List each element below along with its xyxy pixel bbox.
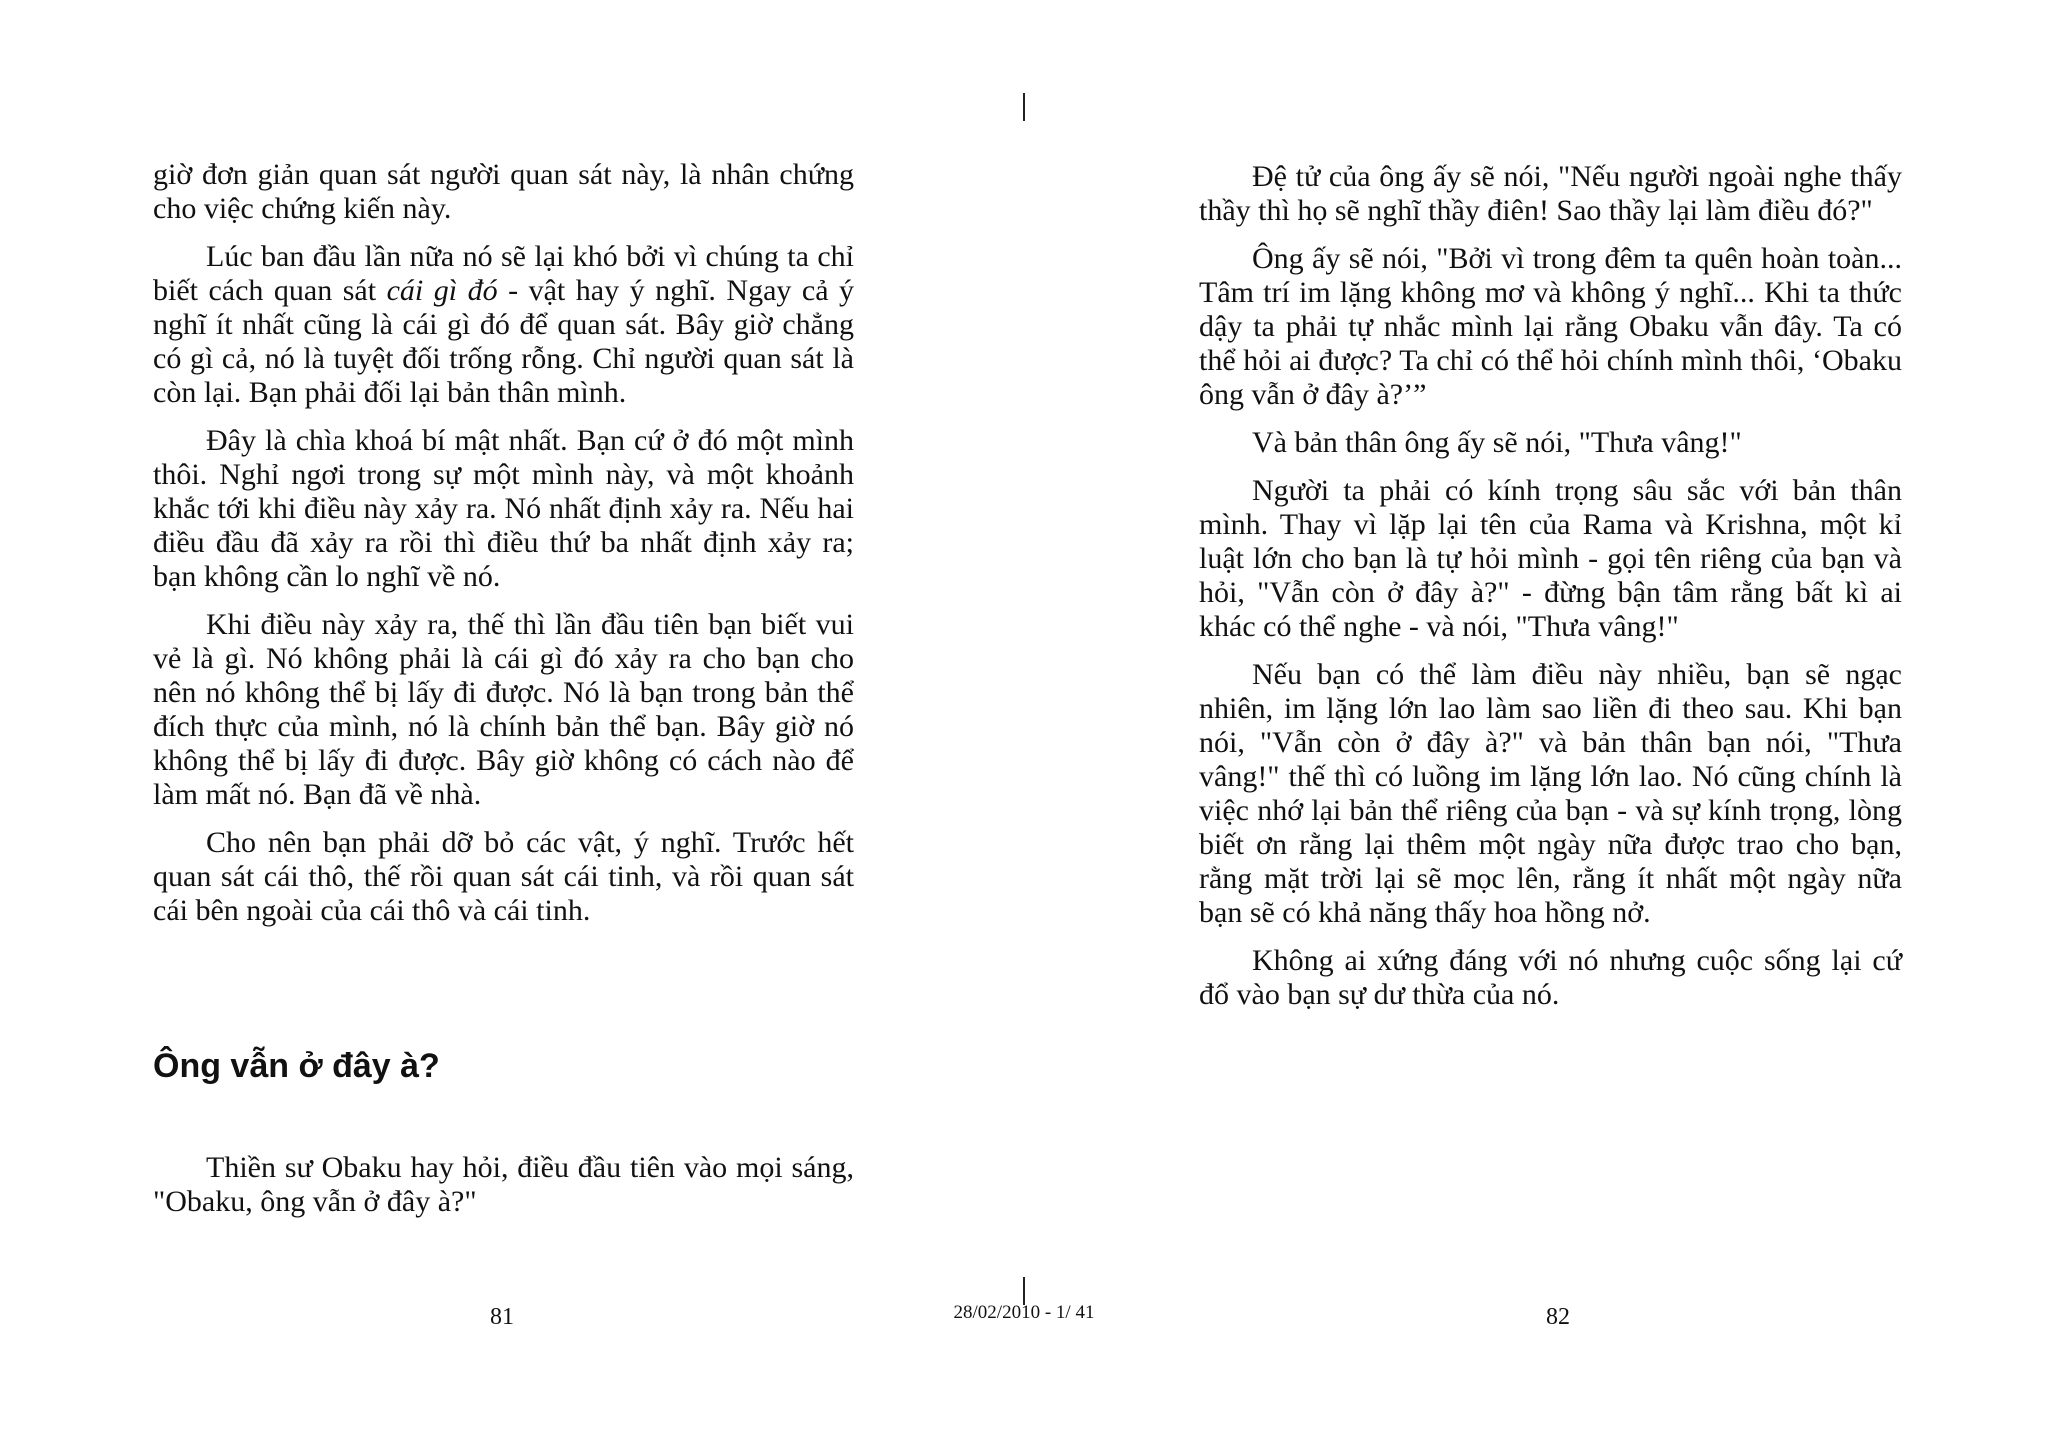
paragraph-text: Lúc ban đầu lần nữa nó sẽ lại khó bởi vì chúng ta chỉ biết cách quan sát (153, 240, 854, 307)
left-page-body-top (153, 158, 854, 928)
paragraph: Cho nên bạn phải dỡ bỏ các vật, ý nghĩ. Trước hết quan sát cái thô, thế rồi quan sát cái tinh, và rồi quan sát cái bên ngoài của cái thô và cái tinh. (153, 826, 854, 927)
paragraph: Người ta phải có kính trọng sâu sắc với bản thân mình. Thay vì lặp lại tên của Rama và Krishna, một kỉ luật lớn cho bạn là tự hỏi mình - gọi tên riêng của bạn và hỏi, "Vẫn còn ở đây à?" - đừng bận tâm rằng bất kì ai khác có thể nghe - và nói, "Thưa vâng!" (1199, 474, 1902, 643)
footer-date-page: 28/02/2010 - 1/ 41 (953, 1302, 1095, 1323)
paragraph: Và bản thân ông ấy sẽ nói, "Thưa vâng!" (1252, 426, 1742, 459)
paragraph: Đây là chìa khoá bí mật nhất. Bạn cứ ở đó một mình thôi. Nghỉ ngơi trong sự một mình này, và một khoảnh khắc tới khi điều này xảy ra. Nó nhất định xảy ra. Nếu hai điều đầu đã xảy ra rồi thì điều thứ ba nhất định xảy ra; bạn không cần lo nghĩ về nó. (153, 424, 854, 593)
italic-phrase: cái gì đó (386, 274, 498, 307)
right-page-body (1199, 160, 1902, 1012)
left-page-body-bottom (153, 1151, 854, 1219)
right-page (1024, 0, 2048, 1448)
paragraph: Nếu bạn có thể làm điều này nhiều, bạn sẽ ngạc nhiên, im lặng lớn lao làm sao liền đi theo sau. Khi bạn nói, "Vẫn còn ở đây à?" và bản thân bạn nói, "Thưa vâng!" thế thì có luồng im lặng lớn lao. Nó cũng chính là việc nhớ lại bản thể riêng của bạn - và sự kính trọng, lòng biết ơn rằng lại thêm một ngày nữa được trao cho bạn, rằng mặt trời lại sẽ mọc lên, rằng ít nhất một ngày nữa bạn sẽ có khả năng thấy hoa hồng nở. (1199, 658, 1902, 929)
section-heading: Ông vẫn ở đây à? (153, 1047, 440, 1085)
page-number-right: 82 (1546, 1304, 1570, 1330)
paragraph: Không ai xứng đáng với nó nhưng cuộc sống lại cứ đổ vào bạn sự dư thừa của nó. (1199, 944, 1902, 1011)
paragraph: Đệ tử của ông ấy sẽ nói, "Nếu người ngoài nghe thấy thầy thì họ sẽ nghĩ thầy điên! Sao thầy lại làm điều đó?" (1199, 160, 1902, 227)
paragraph (153, 240, 854, 410)
paragraph-text: - vật hay ý nghĩ. Ngay cả ý nghĩ ít nhất cũng là cái gì đó để quan sát. Bây giờ chẳng có gì cả, nó là tuyệt đối trống rỗng. Chỉ người quan sát là còn lại. Bạn phải đối lại bản thân mình. (153, 274, 855, 409)
paragraph: Khi điều này xảy ra, thế thì lần đầu tiên bạn biết vui vẻ là gì. Nó không phải là cái gì đó xảy ra cho bạn cho nên nó không thể bị lấy đi được. Nó là bạn trong bản thể đích thực của mình, nó là chính bản thể bạn. Bây giờ nó không thể bị lấy đi được. Bây giờ không có cách nào để làm mất nó. Bạn đã về nhà. (153, 608, 854, 811)
page-number-left: 81 (490, 1304, 514, 1330)
paragraph: Ông ấy sẽ nói, "Bởi vì trong đêm ta quên hoàn toàn... Tâm trí im lặng không mơ và không ý nghĩ... Khi ta thức dậy ta phải tự nhắc mình lại rằng Obaku vẫn đây. Ta có thể hỏi ai được? Ta chỉ có thể hỏi chính mình thôi, ‘Obaku ông vẫn ở đây à?’” (1199, 242, 1902, 411)
paragraph: giờ đơn giản quan sát người quan sát này, là nhân chứng cho việc chứng kiến này. (153, 158, 854, 225)
paragraph: Thiền sư Obaku hay hỏi, điều đầu tiên vào mọi sáng, "Obaku, ông vẫn ở đây à?" (153, 1151, 854, 1218)
